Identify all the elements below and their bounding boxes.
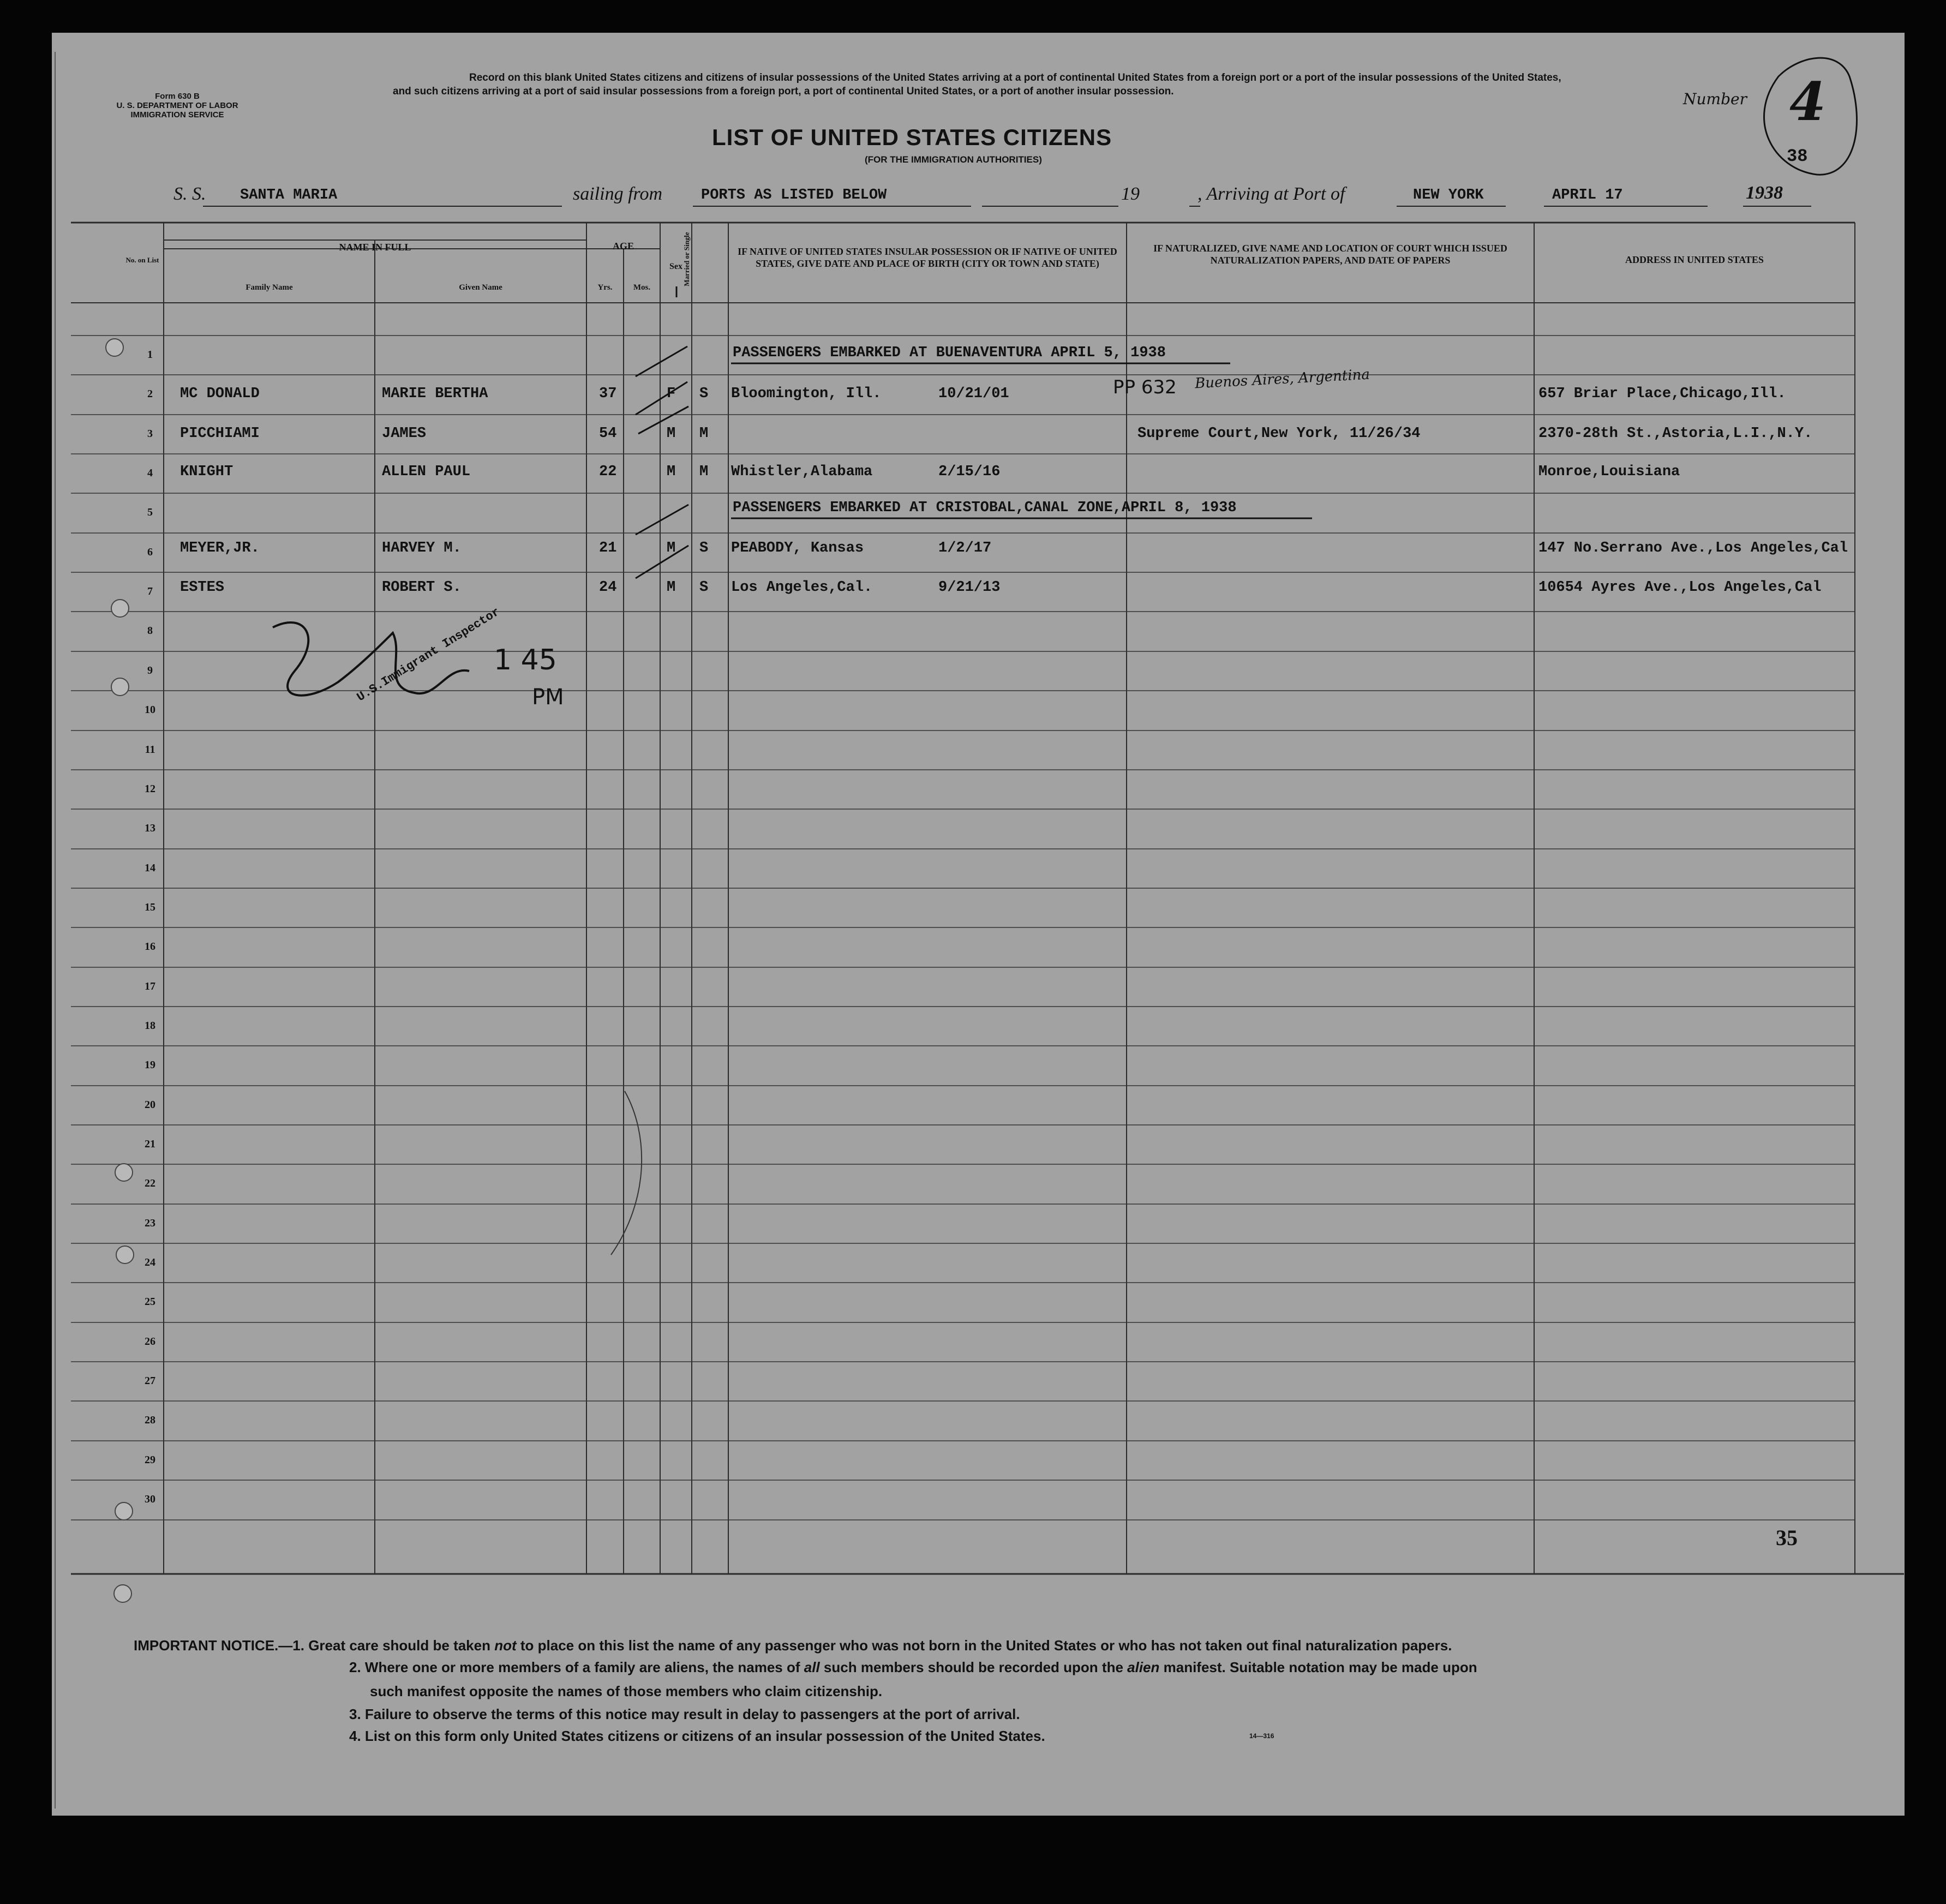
age-years: 21 <box>599 540 617 556</box>
form-title: LIST OF UNITED STATES CITIZENS <box>712 124 1112 150</box>
given-name: MARIE BERTHA <box>382 386 488 402</box>
given-name: ALLEN PAUL <box>382 464 471 480</box>
notice-item-2-a: Where one or more members of a family are aliens, the names of <box>364 1659 800 1675</box>
embark-heading-cristobal: PASSENGERS EMBARKED AT CRISTOBAL,CANAL ZONE,APRIL 8, 1938 <box>733 500 1237 516</box>
page-number: 35 <box>1776 1525 1798 1550</box>
row-number: 13 <box>145 822 155 834</box>
given-name: JAMES <box>382 426 427 442</box>
birthplace: Bloomington, Ill. <box>731 386 882 402</box>
arriving-label: , Arriving at Port of <box>1197 184 1345 204</box>
address: 147 No.Serrano Ave.,Los Angeles,Cal <box>1538 540 1848 556</box>
row-number: 12 <box>145 783 155 795</box>
notice-item-1-post: to place on this list the name of any passenger who was not born in the United States or who has not taken out final naturalization papers. <box>520 1637 1452 1654</box>
birthplace: Whistler,Alabama <box>731 464 873 480</box>
punch-hole <box>115 1163 133 1182</box>
family-name: MEYER,JR. <box>180 540 260 556</box>
col-naturalized: IF NATURALIZED, GIVE NAME AND LOCATION OF COURT WHICH ISSUED NATURALIZATION PAPERS, AND DATE OF PAPERS <box>1153 243 1507 266</box>
address: 2370-28th St.,Astoria,L.I.,N.Y. <box>1538 426 1813 442</box>
row-number: 17 <box>145 980 155 992</box>
row-number: 23 <box>145 1217 155 1229</box>
birthplace: Los Angeles,Cal. <box>731 579 873 596</box>
punch-hole <box>111 599 129 618</box>
address: Monroe,Louisiana <box>1538 464 1680 480</box>
row-number: 6 <box>147 546 153 558</box>
row-number: 21 <box>145 1138 155 1150</box>
age-years: 54 <box>599 426 617 442</box>
pp-note-handwritten: Buenos Aires, Argentina <box>1194 366 1370 392</box>
row-number: 14 <box>145 862 155 874</box>
row-number: 8 <box>147 625 153 637</box>
notice-item-2-line-2: such manifest opposite the names of those members who claim citizenship. <box>370 1683 883 1699</box>
sex: M <box>667 540 676 556</box>
notice-item-2-emphasis-alien: alien <box>1127 1659 1160 1675</box>
family-name: ESTES <box>180 579 225 596</box>
sex: M <box>667 426 676 442</box>
notice-item-1-emphasis: not <box>494 1637 517 1654</box>
family-name: MC DONALD <box>180 386 260 402</box>
col-age-yrs: Yrs. <box>597 283 613 292</box>
sex: M <box>667 579 676 596</box>
birthdate: 10/21/01 <box>938 386 1009 402</box>
row-number: 16 <box>145 941 155 953</box>
row-number: 25 <box>145 1296 155 1308</box>
arrival-date: APRIL 17 <box>1552 187 1623 203</box>
ship-name: SANTA MARIA <box>240 187 338 203</box>
punch-hole <box>113 1584 132 1603</box>
address: 657 Briar Place,Chicago,Ill. <box>1538 386 1786 402</box>
row-number: 2 <box>147 388 153 400</box>
number-label: Number <box>1683 90 1747 108</box>
record-instructions: Record on this blank United States citizens and citizens of insular possessions of the United States arriving at a port of continental United States from a foreign port or a port of the insular possessions of the United States, and such citizens arriving at a port of said insular possessions from a foreign port, a port of continental United States, or a port of another insular possession. <box>393 72 1561 97</box>
marital-status: S <box>699 540 709 556</box>
col-birth: IF NATIVE OF UNITED STATES INSULAR POSSESSION OR IF NATIVE OF UNITED STATES, GIVE DATE AND PLACE OF BIRTH (CITY OR TOWN AND STATE) <box>738 246 1117 269</box>
embark-heading-buenaventura: PASSENGERS EMBARKED AT BUENAVENTURA APRIL 5, 1938 <box>733 345 1166 361</box>
row-number: 5 <box>147 506 153 518</box>
pp-note: PP 632 <box>1113 376 1177 398</box>
row-number: 11 <box>145 744 155 756</box>
col-no-on-list: No. on List <box>125 256 159 264</box>
sailing-from-value: PORTS AS LISTED BELOW <box>701 187 887 203</box>
notice-item-2-c: manifest. Suitable notation may be made upon <box>1163 1659 1477 1675</box>
service-name: IMMIGRATION SERVICE <box>130 110 224 119</box>
notice-item-4-number: 4. <box>349 1728 361 1744</box>
row-number: 24 <box>145 1256 155 1268</box>
col-age-mos: Mos. <box>633 283 651 292</box>
notice-item-4-text: List on this form only United States citizens or citizens of an insular possession of the United States. <box>364 1728 1045 1744</box>
notice-heading: IMPORTANT NOTICE.—1. <box>134 1637 304 1654</box>
year-prefix: 19 <box>1121 184 1140 204</box>
marital-status: M <box>699 426 709 442</box>
sex: F <box>667 386 676 402</box>
number-value: 4 <box>1789 71 1826 133</box>
row-number: 10 <box>145 704 155 716</box>
row-number: 9 <box>147 664 153 676</box>
age-years: 37 <box>599 386 617 402</box>
form-identifier <box>106 92 248 119</box>
col-age: AGE <box>612 241 634 252</box>
notice-item-2-emphasis-all: all <box>804 1659 820 1675</box>
birthplace: PEABODY, Kansas <box>731 540 864 556</box>
col-address: ADDRESS IN UNITED STATES <box>1625 254 1764 265</box>
punch-hole <box>111 678 129 696</box>
col-name-in-full: NAME IN FULL <box>339 242 411 253</box>
row-number: 15 <box>145 901 155 913</box>
time-note-pm: PM <box>532 685 564 710</box>
marital-status: S <box>699 386 709 402</box>
birthdate: 1/2/17 <box>938 540 992 556</box>
row-number: 3 <box>147 428 153 440</box>
notice-item-1-pre: Great care should be taken <box>308 1637 490 1654</box>
row-number: 28 <box>145 1414 155 1426</box>
birthdate: 2/15/16 <box>938 464 1001 480</box>
marital-status: M <box>699 464 709 480</box>
col-sex: Sex <box>669 262 682 271</box>
time-note-hour: 1 45 <box>494 644 557 676</box>
family-name: KNIGHT <box>180 464 233 480</box>
age-years: 24 <box>599 579 617 596</box>
col-family-name: Family Name <box>246 283 293 292</box>
row-number: 19 <box>145 1059 155 1071</box>
notice-item-3-text: Failure to observe the terms of this notice may result in delay to passengers at the port of arrival. <box>364 1706 1020 1722</box>
notice-item-2-b: such members should be recorded upon the <box>823 1659 1123 1675</box>
row-number: 29 <box>145 1454 155 1466</box>
row-number: 4 <box>147 467 153 479</box>
inspector-stamp: U.S.Immigrant Inspector <box>355 605 502 705</box>
address: 10654 Ayres Ave.,Los Angeles,Cal <box>1538 579 1822 596</box>
sex: M <box>667 464 676 480</box>
row-number: 27 <box>145 1375 155 1387</box>
notice-item-2-number: 2. <box>349 1659 361 1675</box>
marital-status: S <box>699 579 709 596</box>
row-number: 20 <box>145 1099 155 1111</box>
row-number: 22 <box>145 1177 155 1189</box>
number-sub: 38 <box>1787 146 1808 166</box>
print-code: 14—316 <box>1249 1732 1274 1740</box>
naturalization-court: Supreme Court,New York, 11/26/34 <box>1137 426 1421 442</box>
row-number: 26 <box>145 1336 155 1348</box>
row-number: 30 <box>145 1493 155 1505</box>
form-number: Form 630 B <box>155 92 200 101</box>
punch-hole <box>105 338 124 357</box>
given-name: ROBERT S. <box>382 579 462 596</box>
birthdate: 9/21/13 <box>938 579 1001 596</box>
ss-label: S. S. <box>173 184 206 204</box>
given-name: HARVEY M. <box>382 540 462 556</box>
punch-hole <box>115 1502 133 1520</box>
arrival-year: 1938 <box>1746 183 1783 203</box>
family-name: PICCHIAMI <box>180 426 260 442</box>
row-number: 1 <box>147 349 153 361</box>
col-given-name: Given Name <box>459 283 502 292</box>
row-number: 18 <box>145 1020 155 1032</box>
form-subtitle: (FOR THE IMMIGRATION AUTHORITIES) <box>865 154 1042 165</box>
row-number: 7 <box>147 585 153 597</box>
arrival-port: NEW YORK <box>1413 187 1484 203</box>
department-name: U. S. DEPARTMENT OF LABOR <box>116 101 238 110</box>
punch-hole <box>116 1246 134 1264</box>
age-years: 22 <box>599 464 617 480</box>
notice-item-3-number: 3. <box>349 1706 361 1722</box>
col-married-single: Married or Single <box>682 232 691 286</box>
sailing-from-label: sailing from <box>573 184 663 204</box>
